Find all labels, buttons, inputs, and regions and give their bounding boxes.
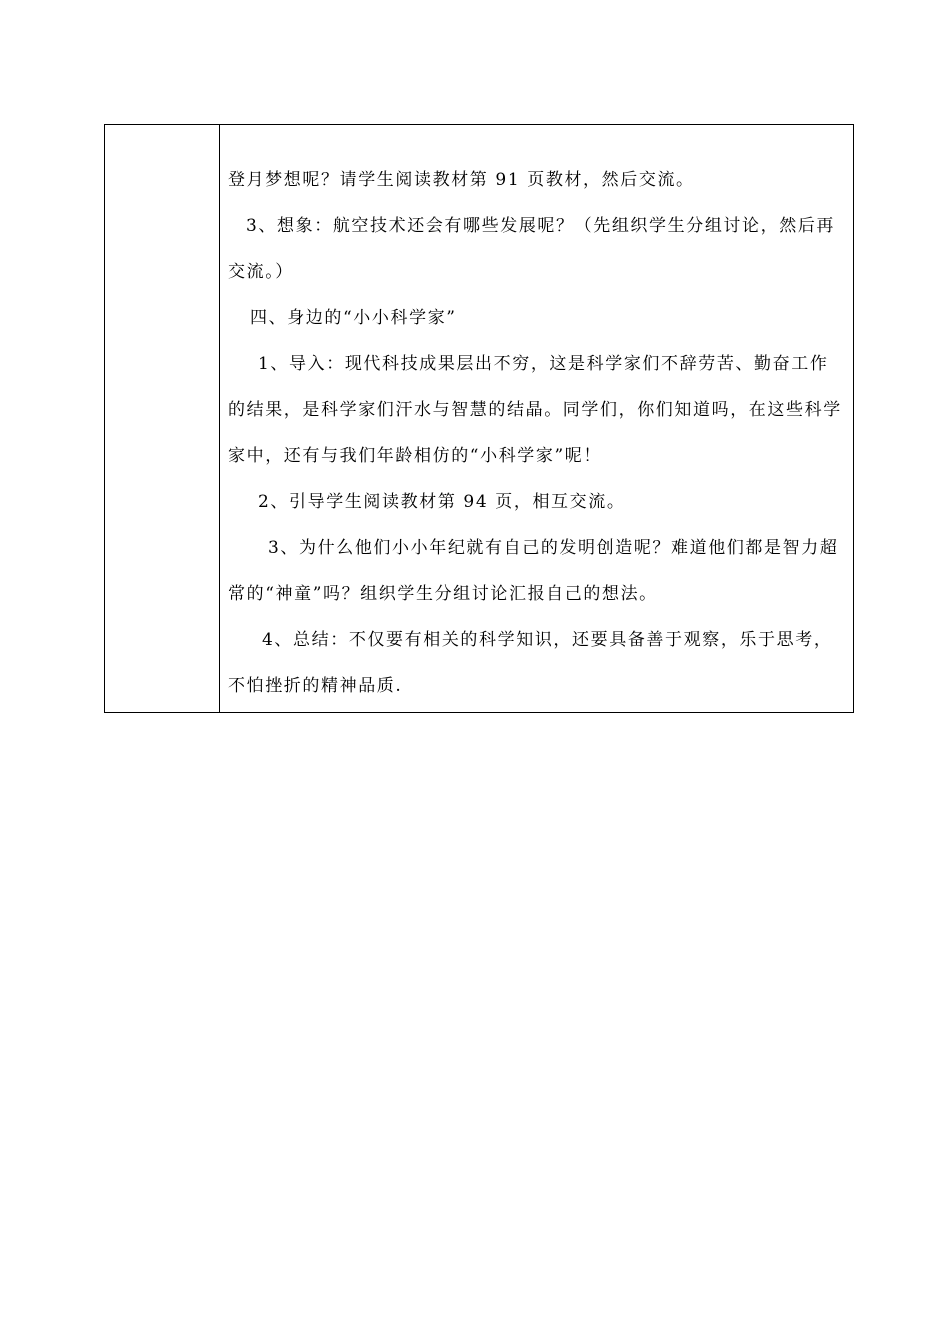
table-content-cell (220, 125, 853, 712)
paragraph-5: 3、为什么他们小小年纪就有自己的发明创造呢？难道他们都是智力超常的“神童”吗？组织学生分组讨论汇报自己的想法。 (228, 538, 839, 604)
paragraph-1: 登月梦想呢？请学生阅读教材第 91 页教材，然后交流。 (228, 170, 695, 190)
section-heading: 四、身边的“小小科学家” (250, 308, 457, 328)
paragraph-3: 1、导入：现代科技成果层出不穷，这是科学家们不辞劳苦、勤奋工作的结果，是科学家们汗水与智慧的结晶。同学们，你们知道吗，在这些科学家中，还有与我们年龄相仿的“小科学家”呢！ (228, 354, 842, 466)
paragraph-2: 3、想象：航空技术还会有哪些发展呢？（先组织学生分组讨论，然后再交流。） (228, 216, 836, 282)
paragraph-6: 4、总结：不仅要有相关的科学知识，还要具备善于观察，乐于思考，不怕挫折的精神品质. (228, 630, 833, 696)
paragraph-4: 2、引导学生阅读教材第 94 页，相互交流。 (258, 492, 626, 512)
lesson-table (104, 124, 854, 713)
table-left-cell (105, 125, 220, 712)
